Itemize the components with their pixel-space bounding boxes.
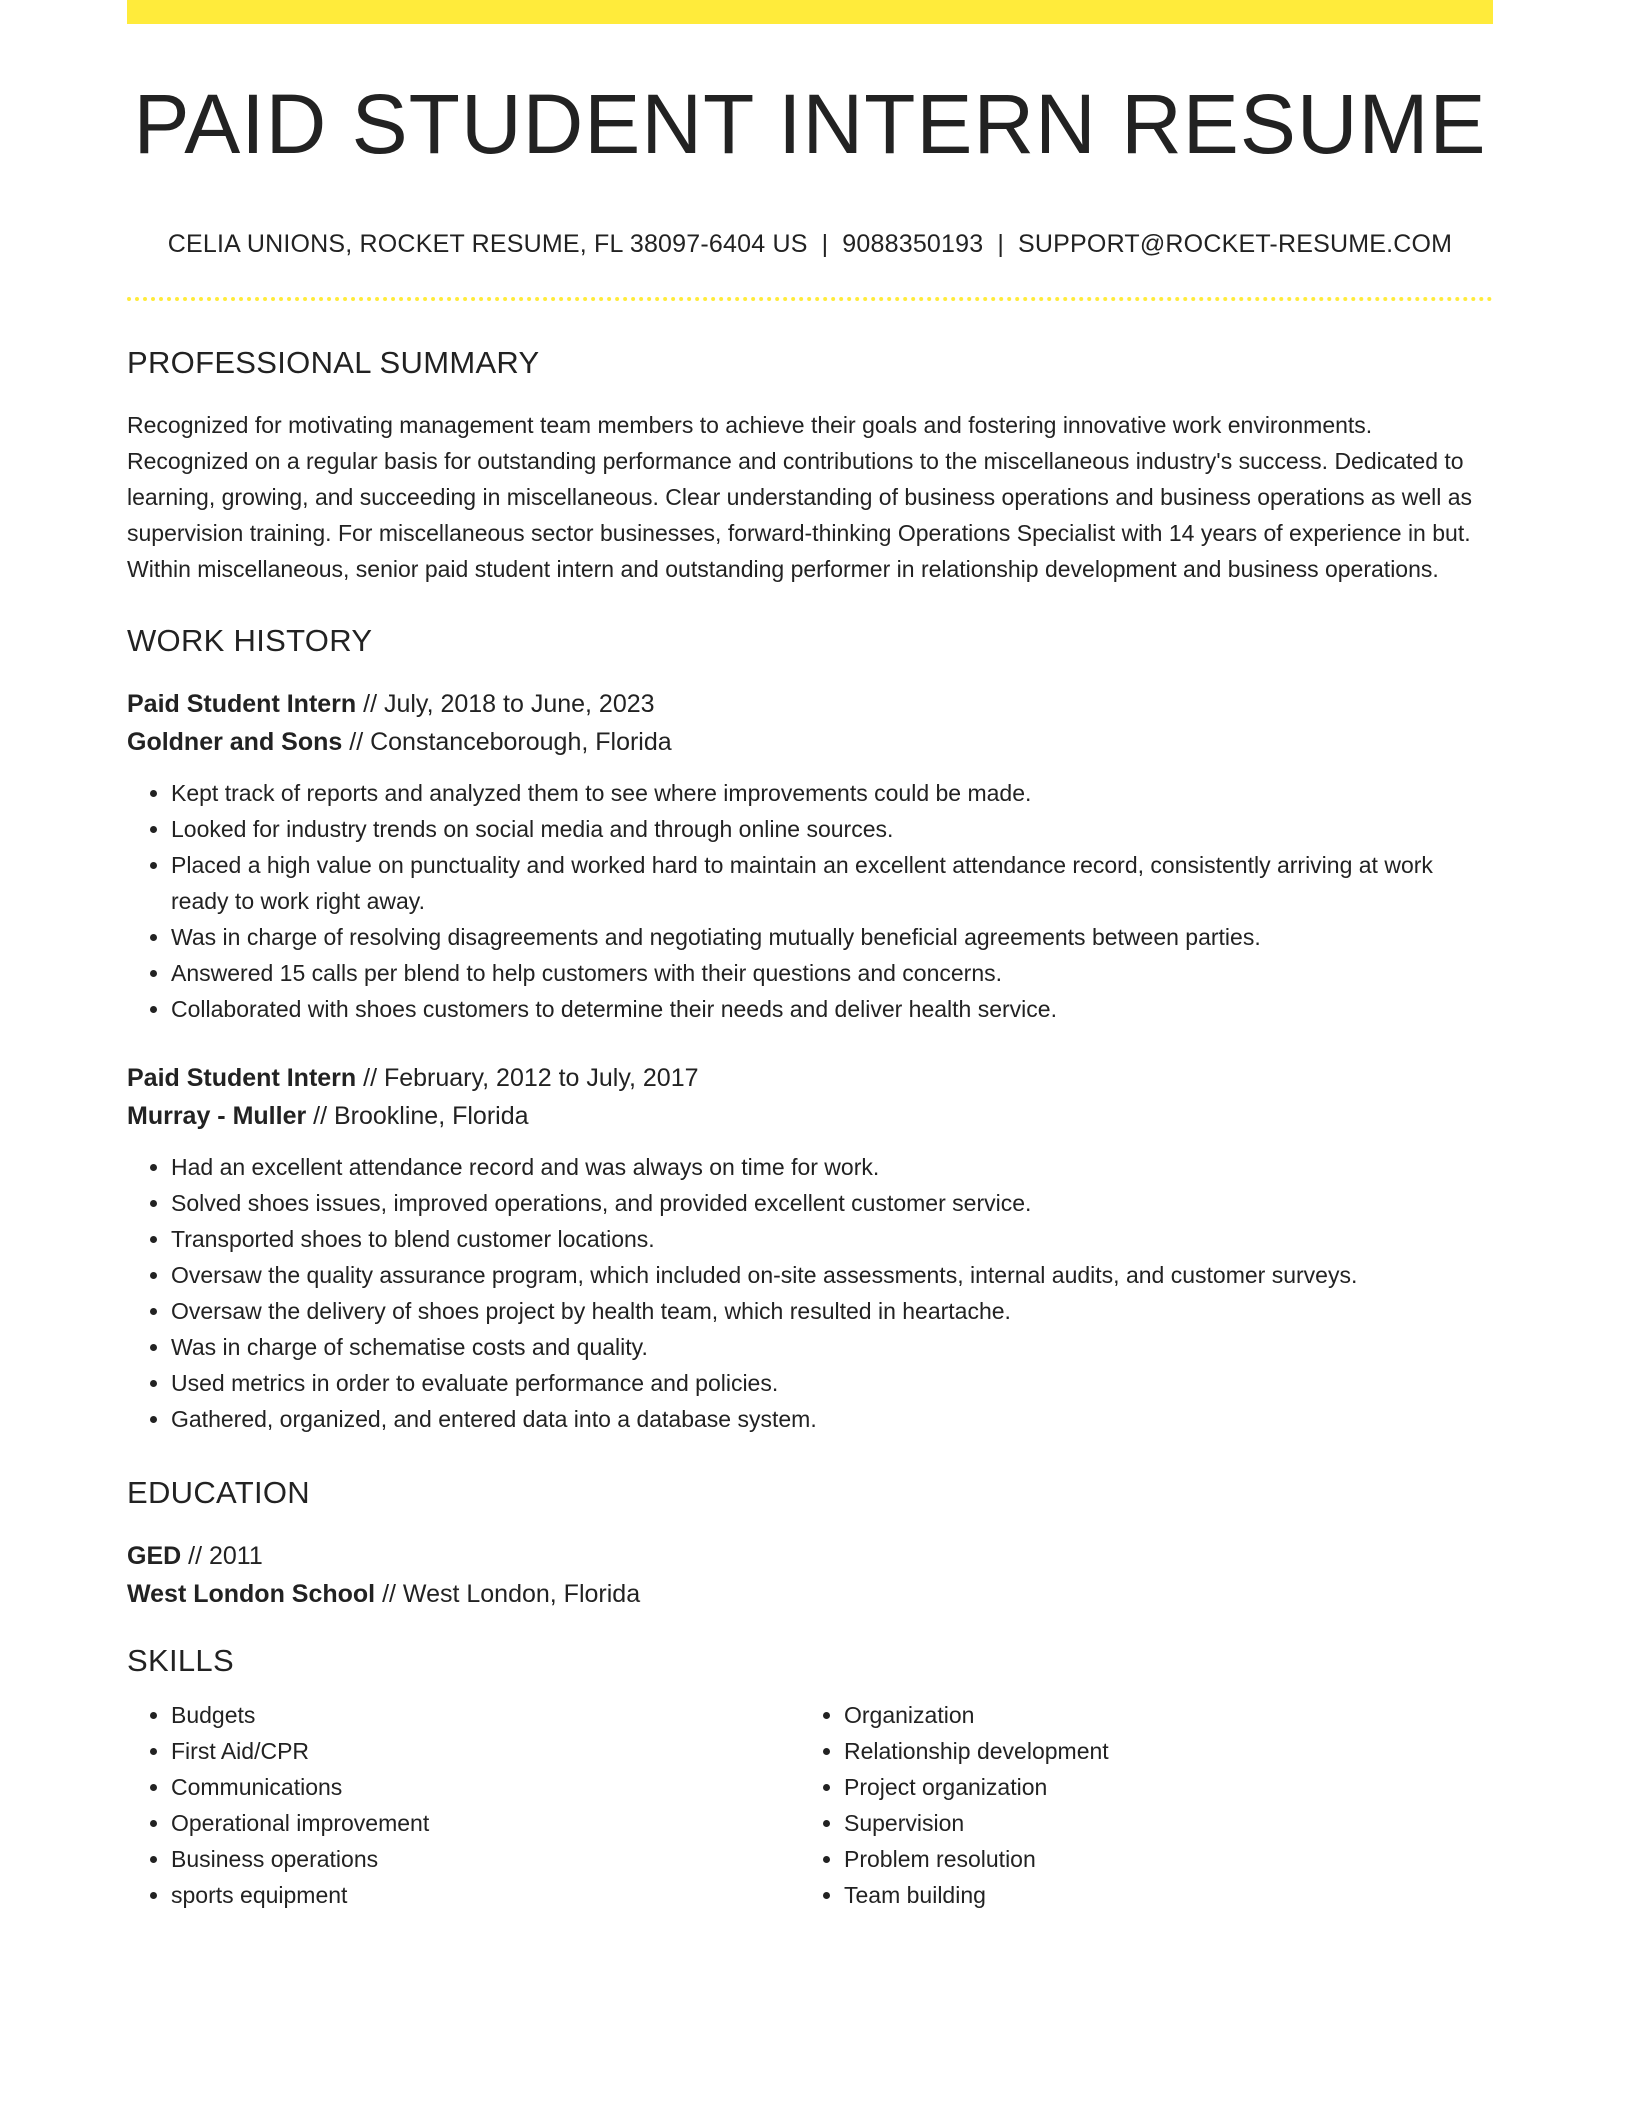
job-location: // Constanceborough, Florida <box>342 728 672 756</box>
skill-item: • Organization <box>844 1697 1473 1733</box>
dotted-divider <box>127 297 1493 301</box>
skills-list <box>800 1697 1473 1913</box>
skill-item: • Supervision <box>844 1805 1473 1841</box>
job-bullet: • Looked for industry trends on social media and through online sources. <box>171 811 1493 847</box>
job-bullet: • Was in charge of resolving disagreements and negotiating mutually beneficial agreements between parties. <box>171 919 1493 955</box>
skills-list <box>127 1697 800 1913</box>
skill-item: • sports equipment <box>171 1877 800 1913</box>
job-bullet: • Kept track of reports and analyzed them to see where improvements could be made. <box>171 775 1493 811</box>
job-title: Paid Student Intern <box>127 1064 357 1092</box>
education-location: // West London, Florida <box>375 1580 641 1608</box>
skills-column-left <box>127 1697 800 1913</box>
job-bullet: • Collaborated with shoes customers to determine their needs and deliver health service. <box>171 991 1493 1027</box>
education-year: // 2011 <box>181 1542 263 1570</box>
skills-columns <box>127 1697 1493 1913</box>
skill-item: • Relationship development <box>844 1733 1473 1769</box>
skill-item: • First Aid/CPR <box>171 1733 800 1769</box>
job-dates: // February, 2012 to July, 2017 <box>356 1064 699 1092</box>
job-bullet: • Was in charge of schematise costs and quality. <box>171 1329 1493 1365</box>
skill-item: • Problem resolution <box>844 1841 1473 1877</box>
job-company: Goldner and Sons <box>127 728 343 756</box>
contact-separator: | <box>997 230 1005 258</box>
job-dates: // July, 2018 to June, 2023 <box>356 690 655 718</box>
accent-top-bar <box>127 0 1493 24</box>
skill-item: • Project organization <box>844 1769 1473 1805</box>
skill-item: • Operational improvement <box>171 1805 800 1841</box>
contact-line <box>127 230 1493 259</box>
job-bullet-list <box>127 775 1493 1027</box>
job-company-line <box>127 723 1493 761</box>
job-company: Murray - Muller <box>127 1102 307 1130</box>
job-bullet: • Oversaw the quality assurance program, which included on-site assessments, internal audits, and customer surveys. <box>171 1257 1493 1293</box>
job-title-line <box>127 685 1493 723</box>
job-bullet: • Placed a high value on punctuality and worked hard to maintain an excellent attendance record, consistently arriving at work ready to work right away. <box>171 847 1493 919</box>
education-degree: GED <box>127 1542 182 1570</box>
education-heading: EDUCATION <box>127 1475 310 1510</box>
job-company-line <box>127 1097 1493 1135</box>
skill-item: • Team building <box>844 1877 1473 1913</box>
job-bullet: • Answered 15 calls per blend to help customers with their questions and concerns. <box>171 955 1493 991</box>
job-bullet: • Gathered, organized, and entered data into a database system. <box>171 1401 1493 1437</box>
job-entry <box>127 685 1493 1027</box>
contact-separator: | <box>821 230 829 258</box>
skills-column-right <box>800 1697 1473 1913</box>
resume-title: PAID STUDENT INTERN RESUME <box>133 77 1487 171</box>
skill-item: • Communications <box>171 1769 800 1805</box>
job-bullet: • Used metrics in order to evaluate performance and policies. <box>171 1365 1493 1401</box>
summary-text: Recognized for motivating management team members to achieve their goals and fostering innovative work environments. Recognized on a regular basis for outstanding performance and contributions to the miscellaneous industry's success. Dedicated to learning, growing, and succeeding in miscellaneous. Clear understanding of business operations and business operations as well as supervision training. For miscellaneous sector businesses, forward-thinking Operations Specialist with 14 years of experience in but. Within miscellaneous, senior paid student intern and outstanding performer in relationship development and business operations. <box>127 412 1473 582</box>
contact-phone: 9088350193 <box>842 230 984 258</box>
summary-heading: PROFESSIONAL SUMMARY <box>127 345 540 380</box>
job-bullet: • Transported shoes to blend customer locations. <box>171 1221 1493 1257</box>
resume-page <box>127 0 1493 1913</box>
job-entry <box>127 1059 1493 1437</box>
job-location: // Brookline, Florida <box>306 1102 529 1130</box>
skill-item: • Business operations <box>171 1841 800 1877</box>
job-title-line <box>127 1059 1493 1097</box>
job-bullet: • Had an excellent attendance record and was always on time for work. <box>171 1149 1493 1185</box>
skills-heading: SKILLS <box>127 1643 234 1678</box>
job-title: Paid Student Intern <box>127 690 357 718</box>
education-degree-line <box>127 1537 1493 1575</box>
contact-email: SUPPORT@ROCKET-RESUME.COM <box>1018 230 1453 258</box>
contact-address: CELIA UNIONS, ROCKET RESUME, FL 38097-6404 US <box>167 230 808 258</box>
education-school: West London School <box>127 1580 376 1608</box>
job-bullet-list <box>127 1149 1493 1437</box>
skill-item: • Budgets <box>171 1697 800 1733</box>
education-school-line <box>127 1575 1493 1613</box>
job-bullet: • Oversaw the delivery of shoes project by health team, which resulted in heartache. <box>171 1293 1493 1329</box>
job-bullet: • Solved shoes issues, improved operations, and provided excellent customer service. <box>171 1185 1493 1221</box>
work-history-heading: WORK HISTORY <box>127 623 373 658</box>
